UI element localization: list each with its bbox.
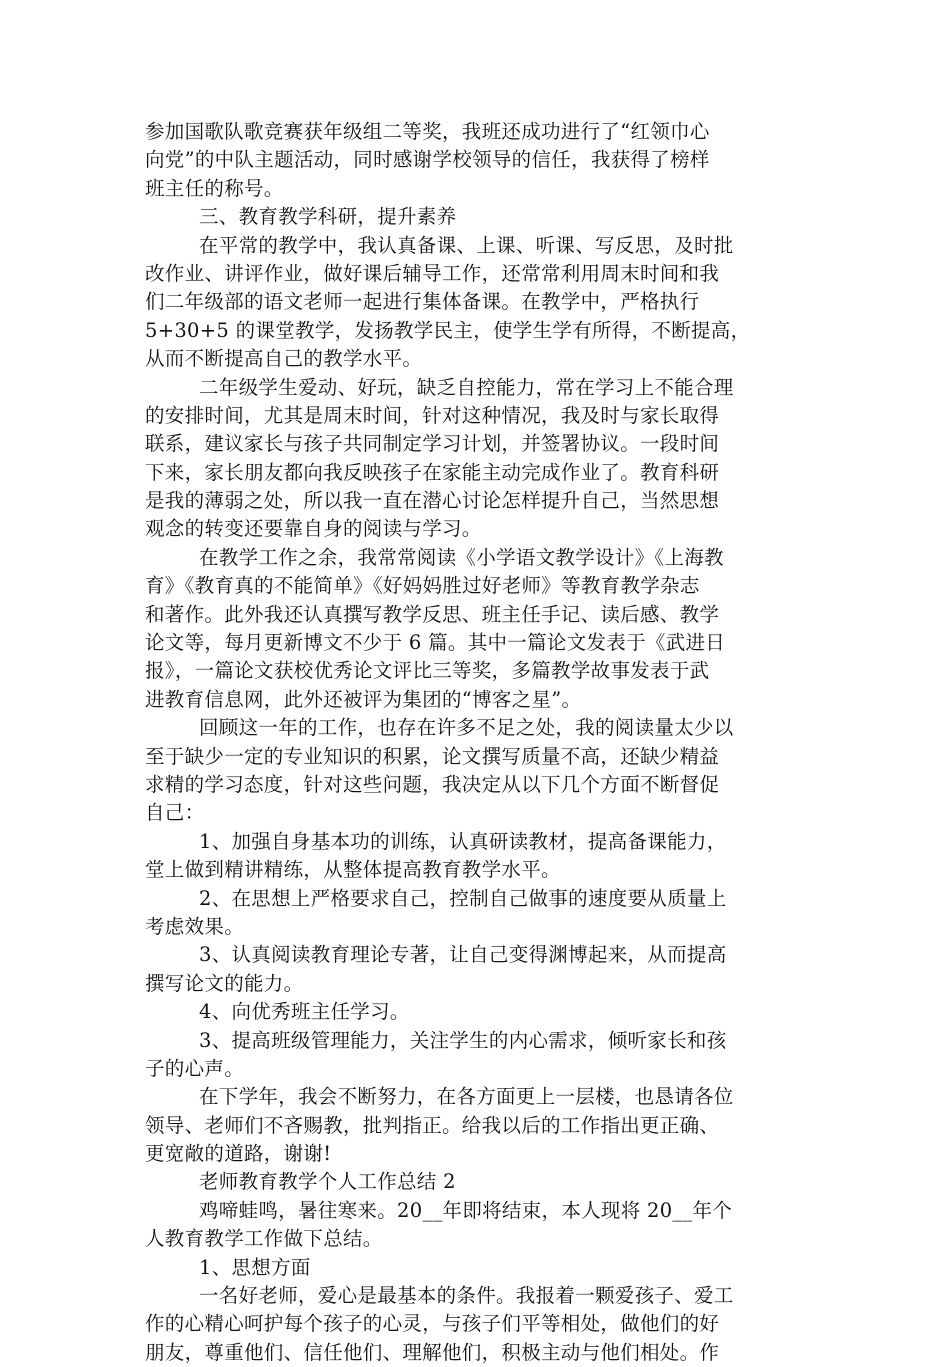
text-line: 进教育信息网，此外还被评为集团的“博客之星”。 <box>145 687 582 711</box>
text-line: 论文等，每月更新博文不少于 6 篇。其中一篇论文发表于《武进日 <box>145 631 726 655</box>
text-line: 考虑效果。 <box>145 914 245 938</box>
text-line: 求精的学习态度，针对这些问题，我决定从以下几个方面不断督促 <box>145 772 720 796</box>
text-line: 参加国歌队歌竞赛获年级组二等奖，我班还成功进行了“红领巾心 <box>145 120 710 143</box>
text-line: 5+30+5 的课堂教学，发扬教学民主，使学生学有所得，不断提高， <box>145 318 751 342</box>
text-line: 是我的薄弱之处，所以我一直在潜心讨论怎样提升自己，当然思想 <box>145 489 720 513</box>
text-line: 在平常的教学中，我认真备课、上课、听课、写反思，及时批 <box>199 233 734 257</box>
text-line: 观念的转变还要靠自身的阅读与学习。 <box>145 517 482 541</box>
text-line: 人教育教学工作做下总结。 <box>145 1227 383 1251</box>
text-line: 二年级学生爱动、好玩，缺乏自控能力，常在学习上不能合理 <box>199 375 734 399</box>
text-line: 联系，建议家长与孩子共同制定学习计划，并签署协议。一段时间 <box>145 432 720 456</box>
text-line: 在教学工作之余，我常常阅读《小学语文教学设计》《上海教 <box>199 545 724 569</box>
text-line: 从而不断提高自己的教学水平。 <box>145 347 423 371</box>
text-line: 和著作。此外我还认真撰写教学反思、班主任手记、读后感、教学 <box>145 602 720 626</box>
text-line: 班主任的称号。 <box>145 176 284 200</box>
text-line: 育》《教育真的不能简单》《好妈妈胜过好老师》等教育教学杂志 <box>145 574 700 598</box>
text-line: 鸡啼蛙鸣，暑往寒来。20__年即将结束，本人现将 20__年个 <box>199 1198 733 1222</box>
text-line: 回顾这一年的工作，也存在许多不足之处，我的阅读量太少以 <box>199 716 734 740</box>
text-line: 领导、老师们不吝赐教，批判指正。给我以后的工作指出更正确、 <box>145 1113 720 1137</box>
text-line: 报》，一篇论文获校优秀论文评比三等奖，多篇教学故事发表于武 <box>145 659 710 683</box>
text-line: 堂上做到精讲精练，从整体提高教育教学水平。 <box>145 858 561 882</box>
text-line: 至于缺少一定的专业知识的积累，论文撰写质量不高，还缺少精益 <box>145 744 720 768</box>
text-line: 1、思想方面 <box>199 1255 311 1279</box>
text-line: 的安排时间，尤其是周末时间，针对这种情况，我及时与家长取得 <box>145 403 720 427</box>
text-line: 3、提高班级管理能力，关注学生的内心需求，倾听家长和孩 <box>199 1028 727 1052</box>
text-line: 们二年级部的语文老师一起进行集体备课。在教学中，严格执行 <box>145 290 700 314</box>
text-line: 子的心声。 <box>145 1056 245 1080</box>
text-line: 1、加强自身基本功的训练，认真研读教材，提高备课能力， <box>199 829 727 853</box>
text-line: 作的心精心呵护每个孩子的心灵，与孩子们平等相处，做他们的好 <box>145 1312 720 1336</box>
text-line: 三、教育教学科研，提升素养 <box>199 205 457 229</box>
text-line: 3、认真阅读教育理论专著，让自己变得渊博起来，从而提高 <box>199 943 727 967</box>
text-line: 更宽敞的道路，谢谢! <box>145 1142 332 1166</box>
text-line: 自己： <box>145 801 205 825</box>
text-line: 改作业、讲评作业，做好课后辅导工作，还常常利用周末时间和我 <box>145 261 720 285</box>
text-line: 向党”的中队主题活动，同时感谢学校领导的信任，我获得了榜样 <box>145 148 710 172</box>
text-line: 在下学年，我会不断努力，在各方面更上一层楼，也恳请各位 <box>199 1085 734 1109</box>
text-line: 撰写论文的能力。 <box>145 971 304 995</box>
document-body <box>145 118 810 1367</box>
text-line: 下来，家长朋友都向我反映孩子在家能主动完成作业了。教育科研 <box>145 460 720 484</box>
text-line: 老师教育教学个人工作总结 2 <box>199 1170 456 1194</box>
text-line: 2、在思想上严格要求自己，控制自己做事的速度要从质量上 <box>199 886 727 910</box>
text-line: 朋友，尊重他们、信任他们、理解他们，积极主动与他们相处。作 <box>145 1340 720 1364</box>
text-line: 4、向优秀班主任学习。 <box>199 1000 410 1024</box>
text-line: 一名好老师，爱心是最基本的条件。我报着一颗爱孩子、爱工 <box>199 1284 734 1308</box>
